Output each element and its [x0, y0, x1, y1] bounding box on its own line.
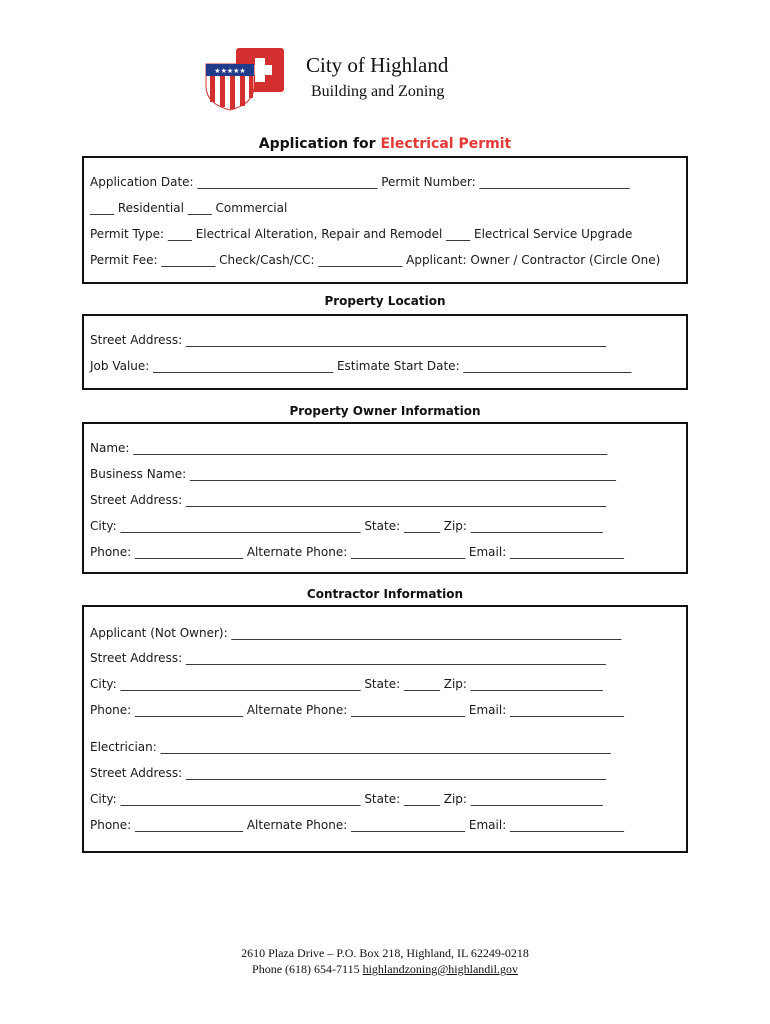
- electrician-line[interactable]: Electrician: ___________________________________________________________________________: [90, 740, 611, 754]
- contractor-info-box: [82, 605, 688, 853]
- owner-city-line[interactable]: City: ________________________________________ State: ______ Zip: ______________________: [90, 519, 603, 533]
- applicant-phone-line[interactable]: Phone: __________________ Alternate Phone: ___________________ Email: ___________________: [90, 703, 625, 717]
- form-title-accent: Electrical Permit: [380, 136, 512, 152]
- occupancy-type-line[interactable]: ____ Residential ____ Commercial: [90, 201, 288, 215]
- owner-phone-line[interactable]: Phone: __________________ Alternate Phone: ___________________ Email: ___________________: [90, 545, 625, 559]
- owner-name-line[interactable]: Name: _______________________________________________________________________________: [90, 441, 608, 455]
- footer-phone: Phone (618) 654-7115: [252, 962, 363, 976]
- job-value-line[interactable]: Job Value: ______________________________ Estimate Start Date: ____________________________: [90, 359, 632, 373]
- contractor-info-title: Contractor Information: [306, 587, 464, 601]
- property-location-title: Property Location: [324, 294, 446, 308]
- city-seal-logo: [204, 46, 286, 112]
- permit-type-line[interactable]: Permit Type: ____ Electrical Alteration, Repair and Remodel ____ Electrical Service Upgrade: [90, 227, 633, 241]
- electrician-phone-line[interactable]: Phone: __________________ Alternate Phone: ___________________ Email: ___________________: [90, 818, 625, 832]
- footer-contact: [0, 962, 770, 977]
- property-location-box: [82, 314, 688, 390]
- owner-info-title: Property Owner Information: [289, 404, 481, 418]
- owner-street-line[interactable]: Street Address: ______________________________________________________________________: [90, 493, 606, 507]
- permit-fee-line[interactable]: Permit Fee: _________ Check/Cash/CC: ______________ Applicant: Owner / Contractor (Circle One): [90, 253, 661, 267]
- electrician-city-line[interactable]: City: ________________________________________ State: ______ Zip: ______________________: [90, 792, 603, 806]
- applicant-city-line[interactable]: City: ________________________________________ State: ______ Zip: ______________________: [90, 677, 603, 691]
- form-title: [0, 136, 770, 152]
- applicant-street-line[interactable]: Street Address: ______________________________________________________________________: [90, 651, 606, 665]
- application-date-line[interactable]: Application Date: ______________________________ Permit Number: _________________________: [90, 175, 630, 189]
- department-name: Building and Zoning: [311, 83, 445, 100]
- street-address-line[interactable]: Street Address: ______________________________________________________________________: [90, 333, 606, 347]
- city-name: City of Highland: [306, 53, 449, 77]
- footer-address: 2610 Plaza Drive – P.O. Box 218, Highland, IL 62249-0218: [241, 946, 529, 960]
- electrician-street-line[interactable]: Street Address: ______________________________________________________________________: [90, 766, 606, 780]
- business-name-line[interactable]: Business Name: _______________________________________________________________________: [90, 467, 616, 481]
- footer-email-link[interactable]: highlandzoning@highlandil.gov: [362, 962, 518, 976]
- applicant-line[interactable]: Applicant (Not Owner): _________________________________________________________________: [90, 626, 622, 640]
- form-title-prefix: Application for: [258, 136, 381, 152]
- svg-text:★★★★★: ★★★★★: [214, 67, 246, 75]
